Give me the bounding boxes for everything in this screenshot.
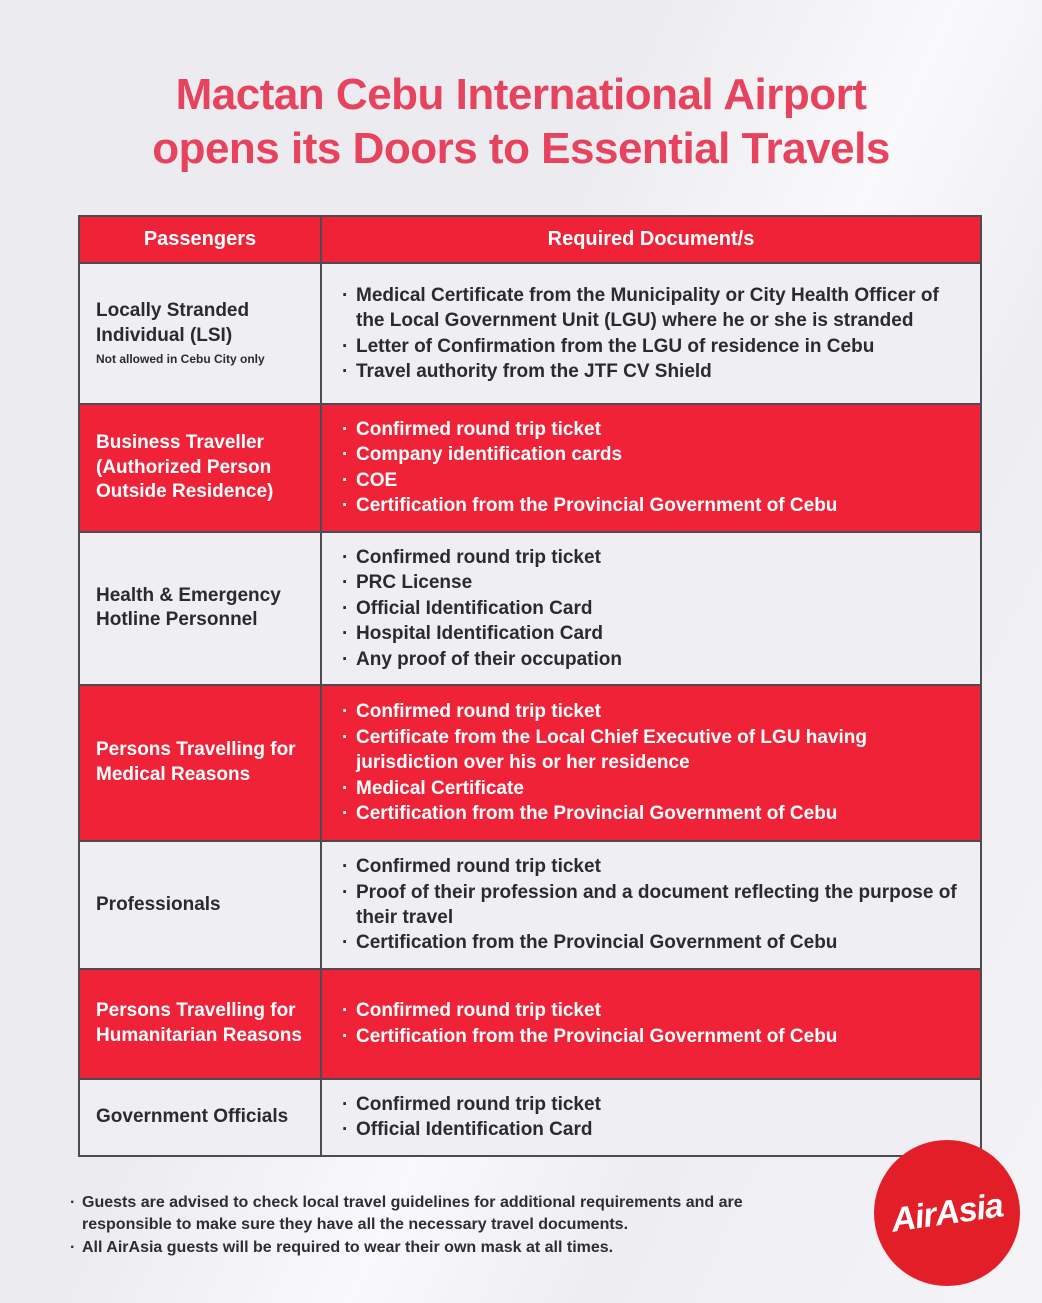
passenger-cell	[80, 686, 322, 840]
bullet-text: Official Identification Card	[356, 1119, 593, 1141]
bullet-text: Medical Certificate from the Municipality or City Health Officer of the Local Government Unit (LGU) where he or she is stranded	[356, 284, 939, 332]
document-item	[342, 359, 966, 384]
bullet-text: Certification from the Provincial Government of Cebu	[356, 495, 838, 517]
bullet-text: Hospital Identification Card	[356, 623, 604, 645]
bullet-dot: ·	[342, 360, 349, 382]
bullet-dot: ·	[342, 1000, 349, 1022]
footer-note-item	[70, 1192, 750, 1237]
bullet-dot: ·	[342, 881, 349, 903]
documents-cell	[322, 1080, 980, 1155]
document-item	[342, 621, 966, 646]
bullet-text: Any proof of their occupation	[356, 648, 622, 670]
document-item	[342, 998, 966, 1023]
bullet-text: Medical Certificate	[356, 777, 524, 799]
passenger-name: Business Traveller (Authorized Person Outside Residence)	[96, 431, 274, 503]
passenger-cell	[80, 533, 322, 684]
documents-cell	[322, 405, 980, 531]
bullet-dot: ·	[342, 1025, 349, 1047]
table-row-health-emergency	[80, 531, 980, 684]
table-row-humanitarian-reasons	[80, 968, 980, 1078]
documents-cell	[322, 842, 980, 968]
bullet-dot: ·	[342, 597, 349, 619]
airasia-logo	[874, 1140, 1020, 1286]
document-item	[342, 1117, 966, 1142]
document-item	[342, 725, 966, 776]
bullet-dot: ·	[342, 701, 349, 723]
bullet-text: Confirmed round trip ticket	[356, 546, 601, 568]
bullet-text: Confirmed round trip ticket	[356, 701, 601, 723]
bullet-dot: ·	[70, 1238, 76, 1256]
document-item	[342, 596, 966, 621]
document-item	[342, 647, 966, 672]
passenger-name: Locally Stranded Individual (LSI)	[96, 300, 250, 346]
bullet-text: Official Identification Card	[356, 597, 593, 619]
bullet-text: All AirAsia guests will be required to wear their own mask at all times.	[82, 1238, 614, 1256]
bullet-text: Confirmed round trip ticket	[356, 856, 601, 878]
bullet-text: Certification from the Provincial Government of Cebu	[356, 803, 838, 825]
bullet-dot: ·	[342, 419, 349, 440]
bullet-dot: ·	[342, 932, 349, 954]
document-item	[342, 468, 966, 493]
documents-cell	[322, 686, 980, 840]
bullet-dot: ·	[342, 1093, 349, 1115]
page-title-line2: opens its Doors to Essential Travels	[152, 124, 890, 174]
bullet-dot: ·	[342, 777, 349, 799]
table-row-medical-reasons	[80, 684, 980, 840]
bullet-text: Guests are advised to check local travel guidelines for additional requirements and are responsible to make sure they have all the necessary travel documents.	[82, 1194, 743, 1234]
document-item	[342, 699, 966, 724]
document-item	[342, 283, 966, 334]
bullet-dot: ·	[70, 1194, 76, 1211]
passenger-cell	[80, 970, 322, 1078]
page-title-line1: Mactan Cebu International Airport	[175, 70, 867, 119]
document-item	[342, 776, 966, 801]
passenger-cell	[80, 405, 322, 531]
documents-cell	[322, 533, 980, 684]
table-row-government-officials	[80, 1078, 980, 1155]
bullet-dot: ·	[342, 335, 349, 357]
document-item	[342, 1092, 966, 1117]
table-row-business-traveller	[80, 403, 980, 531]
bullet-dot: ·	[342, 856, 349, 878]
bullet-text: Certificate from the Local Chief Executive of LGU having jurisdiction over his or her residence	[356, 726, 867, 774]
passenger-name: Government Officials	[96, 1106, 289, 1127]
passenger-name: Professionals	[96, 893, 221, 915]
passenger-name: Persons Travelling for Medical Reasons	[96, 739, 296, 786]
passenger-cell	[80, 842, 322, 968]
header-cell-documents: Required Document/s	[547, 228, 755, 250]
bullet-dot: ·	[342, 803, 349, 825]
bullet-text: PRC License	[356, 572, 473, 594]
bullet-dot: ·	[342, 623, 349, 645]
info-table	[78, 215, 982, 1157]
bullet-dot: ·	[342, 469, 349, 491]
passenger-name: Health & Emergency Hotline Personnel	[96, 584, 281, 631]
document-item	[342, 493, 966, 518]
footer-notes	[70, 1192, 750, 1259]
bullet-dot: ·	[342, 1119, 349, 1141]
bullet-text: Confirmed round trip ticket	[356, 1000, 601, 1022]
document-item	[342, 417, 966, 442]
bullet-text: Travel authority from the JTF CV Shield	[356, 360, 712, 382]
passenger-name: Persons Travelling for Humanitarian Reasons	[96, 1000, 302, 1046]
bullet-text: Proof of their profession and a document reflecting the purpose of their travel	[356, 881, 957, 928]
documents-cell	[322, 264, 980, 403]
document-item	[342, 880, 966, 931]
table-header-row	[80, 217, 980, 262]
bullet-text: COE	[356, 469, 398, 491]
passenger-cell	[80, 264, 322, 403]
table-row-lsi	[80, 262, 980, 403]
document-item	[342, 334, 966, 359]
bullet-text: Certification from the Provincial Government of Cebu	[356, 932, 838, 954]
airasia-logo-text: AirAsia	[888, 1185, 1006, 1240]
bullet-text: Letter of Confirmation from the LGU of residence in Cebu	[356, 335, 875, 357]
page-title	[0, 68, 1042, 176]
document-item	[342, 930, 966, 955]
bullet-dot: ·	[342, 726, 349, 748]
bullet-dot: ·	[342, 444, 349, 466]
bullet-dot: ·	[342, 572, 349, 594]
document-item	[342, 442, 966, 467]
bullet-dot: ·	[342, 546, 349, 568]
documents-cell	[322, 970, 980, 1078]
passenger-cell	[80, 1080, 322, 1155]
document-item	[342, 570, 966, 595]
bullet-text: Certification from the Provincial Government of Cebu	[356, 1025, 838, 1047]
bullet-dot: ·	[342, 495, 349, 517]
bullet-dot: ·	[342, 284, 349, 306]
bullet-text: Confirmed round trip ticket	[356, 419, 601, 440]
document-item	[342, 854, 966, 879]
table-row-professionals	[80, 840, 980, 968]
document-item	[342, 545, 966, 570]
passenger-note: Not allowed in Cebu City only	[96, 352, 265, 367]
document-item	[342, 801, 966, 826]
bullet-dot: ·	[342, 648, 349, 670]
bullet-text: Confirmed round trip ticket	[356, 1093, 601, 1115]
header-cell-passengers: Passengers	[80, 217, 322, 262]
bullet-text: Company identification cards	[356, 444, 623, 466]
document-item	[342, 1024, 966, 1049]
footer-note-item	[70, 1237, 750, 1259]
